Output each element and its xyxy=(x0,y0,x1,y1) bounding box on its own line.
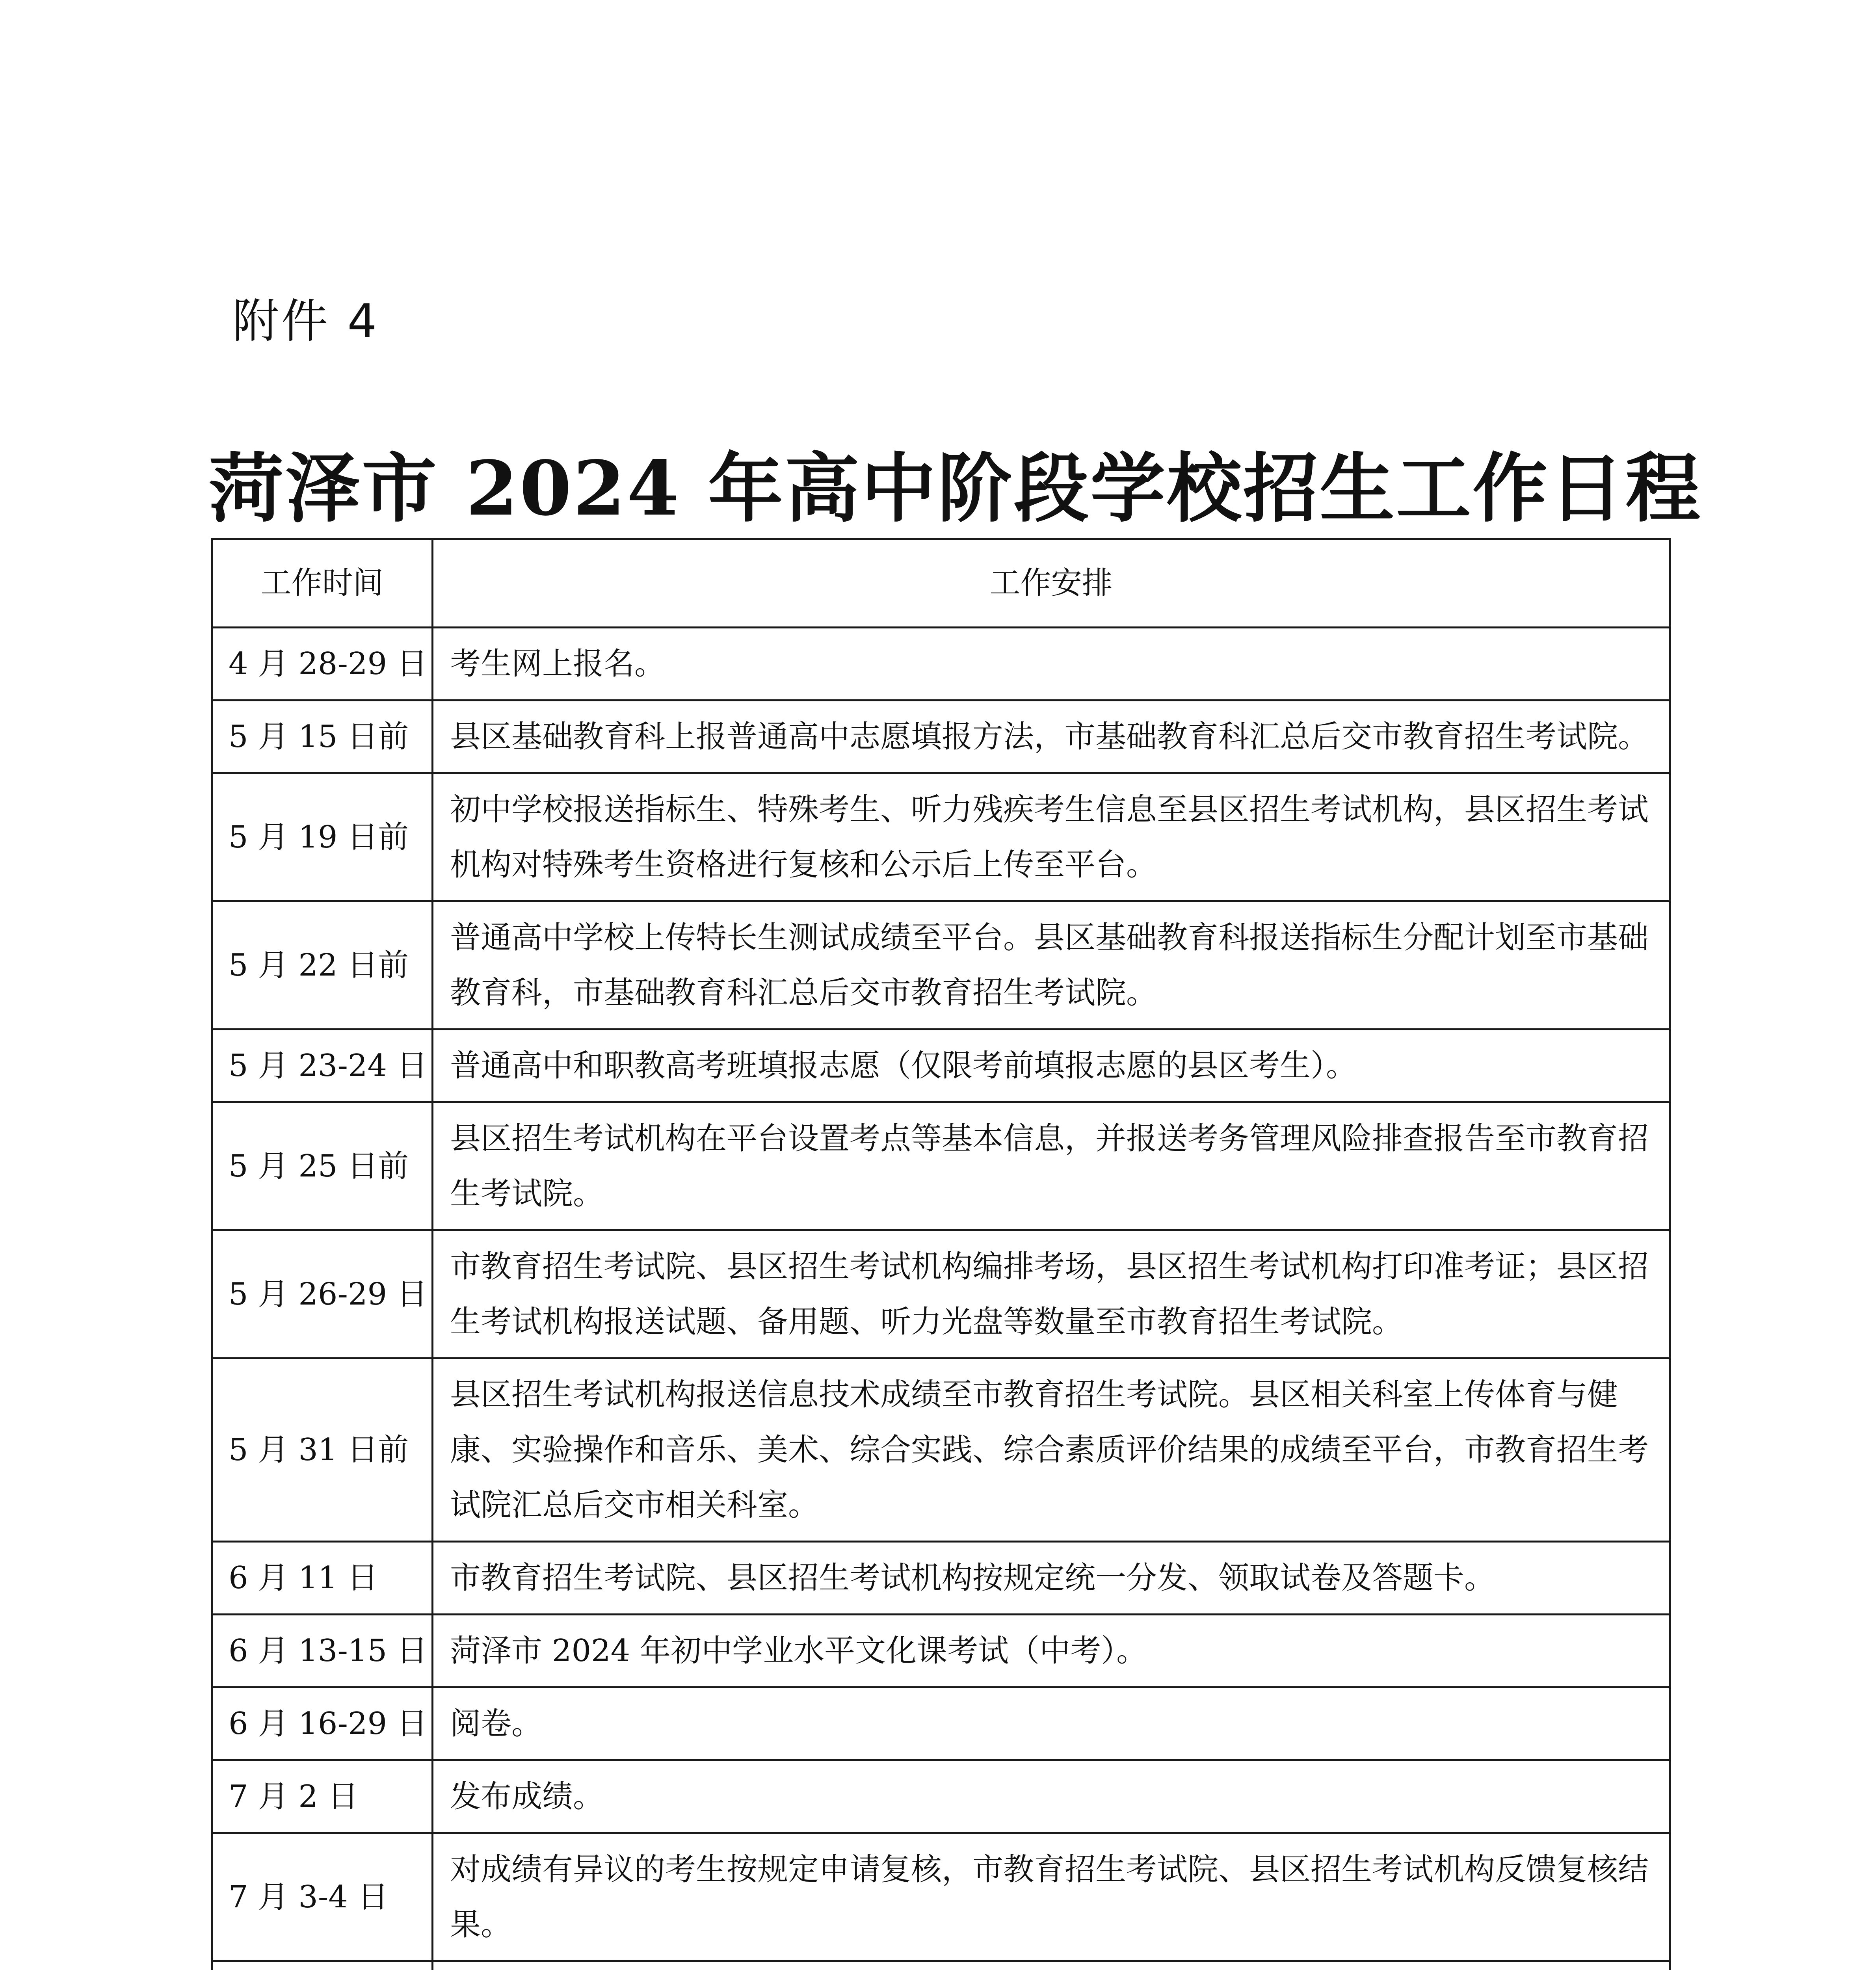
table-row xyxy=(212,1102,1670,1230)
attachment-label: 附件 4 xyxy=(232,294,379,348)
document-title: 菏泽市 2024 年高中阶段学校招生工作日程 xyxy=(209,444,1702,532)
row-task: 对成绩有异议的考生按规定申请复核，市教育招生考试院、县区招生考试机构反馈复核结果。 xyxy=(433,1833,1670,1961)
row-time: 6 月 13-15 日 xyxy=(212,1615,433,1688)
row-time: 5 月 23-24 日 xyxy=(212,1030,433,1102)
column-header-task: 工作安排 xyxy=(433,539,1670,628)
row-task: 县区招生考试机构在平台设置考点等基本信息，并报送考务管理风险排查报告至市教育招生考试院。 xyxy=(433,1102,1670,1230)
row-time: 5 月 19 日前 xyxy=(212,773,433,901)
table-row xyxy=(212,1542,1670,1615)
schedule-table xyxy=(211,538,1671,1970)
row-time: 6 月 16-29 日 xyxy=(212,1688,433,1760)
row-time: 5 月 26-29 日 xyxy=(212,1230,433,1359)
table-row xyxy=(212,628,1670,701)
table-row xyxy=(212,1961,1670,1970)
table-row xyxy=(212,773,1670,901)
table-header-row xyxy=(212,539,1670,628)
row-task: 考生网上报名。 xyxy=(433,628,1670,701)
row-time: 7 月 3-4 日 xyxy=(212,1833,433,1961)
column-header-time: 工作时间 xyxy=(212,539,433,628)
row-task: 菏泽市 2024 年初中学业水平文化课考试（中考）。 xyxy=(433,1615,1670,1688)
row-task: 初中学校报送指标生、特殊考生、听力残疾考生信息至县区招生考试机构，县区招生考试机构对特殊考生资格进行复核和公示后上传至平台。 xyxy=(433,773,1670,901)
row-task: 发布成绩。 xyxy=(433,1760,1670,1833)
row-task: 县区招生考试机构报送信息技术成绩至市教育招生考试院。县区相关科室上传体育与健康、实验操作和音乐、美术、综合实践、综合素质评价结果的成绩至平台，市教育招生考试院汇总后交市相关科室。 xyxy=(433,1359,1670,1542)
table-row xyxy=(212,1030,1670,1102)
row-task: 阅卷。 xyxy=(433,1688,1670,1760)
row-time: 5 月 15 日前 xyxy=(212,701,433,773)
table-row xyxy=(212,1688,1670,1760)
row-task: 市教育招生考试院、县区招生考试机构编排考场，县区招生考试机构打印准考证；县区招生考试机构报送试题、备用题、听力光盘等数量至市教育招生考试院。 xyxy=(433,1230,1670,1359)
row-task: 县区基础教育科上报普通高中志愿填报方法，市基础教育科汇总后交市教育招生考试院。 xyxy=(433,701,1670,773)
table-row xyxy=(212,1760,1670,1833)
row-task: 普通高中学校上传特长生测试成绩至平台。县区基础教育科报送指标生分配计划至市基础教育科，市基础教育科汇总后交市教育招生考试院。 xyxy=(433,901,1670,1030)
table-row xyxy=(212,901,1670,1030)
row-time: 5 月 25 日前 xyxy=(212,1102,433,1230)
table-row xyxy=(212,1833,1670,1961)
row-time: 7 月 2 日 xyxy=(212,1760,433,1833)
table-row xyxy=(212,1359,1670,1542)
row-task: 普通高中和职教高考班填报志愿（仅限考前填报志愿的县区考生）。 xyxy=(433,1030,1670,1102)
row-time: 6 月 11 日 xyxy=(212,1542,433,1615)
row-time: 4 月 28-29 日 xyxy=(212,628,433,701)
row-time xyxy=(212,1961,433,1970)
row-time: 5 月 31 日前 xyxy=(212,1359,433,1542)
table-row xyxy=(212,701,1670,773)
table-row xyxy=(212,1615,1670,1688)
row-task: 市教育招生考试院、县区招生考试机构按规定统一分发、领取试卷及答题卡。 xyxy=(433,1542,1670,1615)
row-time: 5 月 22 日前 xyxy=(212,901,433,1030)
table-row xyxy=(212,1230,1670,1359)
row-task xyxy=(433,1961,1670,1970)
